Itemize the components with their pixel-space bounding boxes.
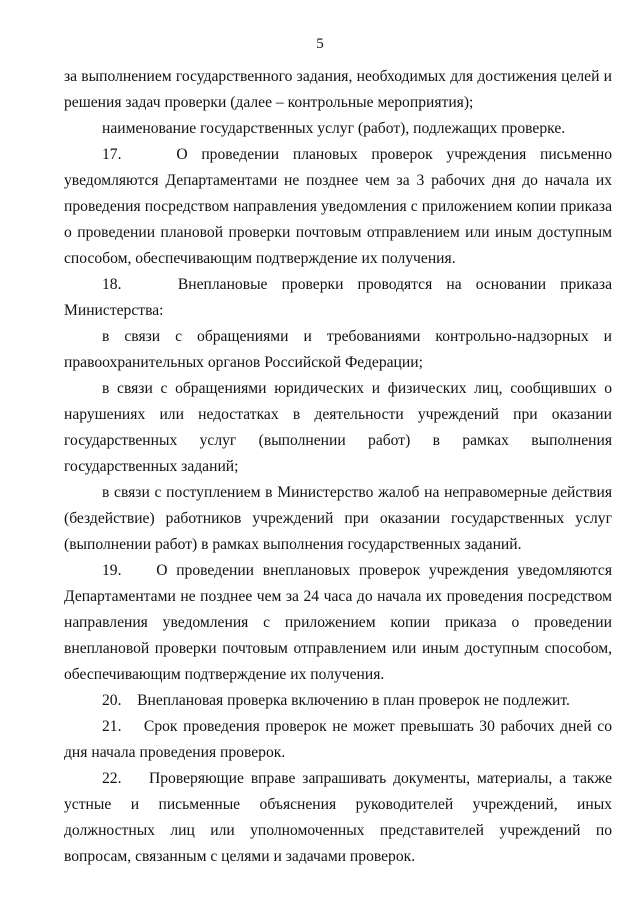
paragraph-services-list: наименование государственных услуг (работ), подлежащих проверке. <box>102 120 566 137</box>
paragraph-22: 22. Проверяющие вправе запрашивать документы, материалы, а также устные и письменные объяснения руководителей учреждений, иных должностных лиц или уполномоченных представителей учреждений по вопросам, связанным с целями и задачами проверок. <box>64 770 612 865</box>
paragraph-21: 21. Срок проведения проверок не может превышать 30 рабочих дней со дня начала проведения проверок. <box>64 718 612 761</box>
paragraph-20: 20. Внеплановая проверка включению в план проверок не подлежит. <box>102 692 570 709</box>
paragraph-18-item-1: в связи с обращениями и требованиями контрольно-надзорных и правоохранительных органов Российской Федерации; <box>64 328 612 371</box>
paragraph-18: 18. Внеплановые проверки проводятся на основании приказа Министерства: <box>64 276 612 319</box>
paragraph-continuation: за выполнением государственного задания, необходимых для достижения целей и решения задач проверки (далее – контрольные мероприятия); <box>64 68 612 111</box>
paragraph-18-item-2: в связи с обращениями юридических и физических лиц, сообщивших о нарушениях или недостатках в деятельности учреждений при оказании государственных услуг (выполнении работ) в рамках выполнения государственных заданий; <box>64 380 612 475</box>
paragraph-18-item-3: в связи с поступлением в Министерство жалоб на неправомерные действия (бездействие) работников учреждений при оказании государственных услуг (выполнении работ) в рамках выполнения государственных заданий. <box>64 484 612 553</box>
paragraph-19: 19. О проведении внеплановых проверок учреждения уведомляются Департаментами не позднее чем за 24 часа до начала их проведения посредством направления уведомления с приложением копии приказа о проведении внеплановой проверки почтовым отправлением или иным доступным способом, обеспечивающим подтверждение их получения. <box>64 562 612 683</box>
page-number: 5 <box>316 36 324 52</box>
paragraph-17: 17. О проведении плановых проверок учреждения письменно уведомляются Департаментами не позднее чем за 3 рабочих дня до начала их проведения посредством направления уведомления с приложением копии приказа о проведении плановой проверки почтовым отправлением или иным доступным способом, обеспечивающим подтверждение их получения. <box>64 146 612 267</box>
document-body <box>64 64 612 870</box>
